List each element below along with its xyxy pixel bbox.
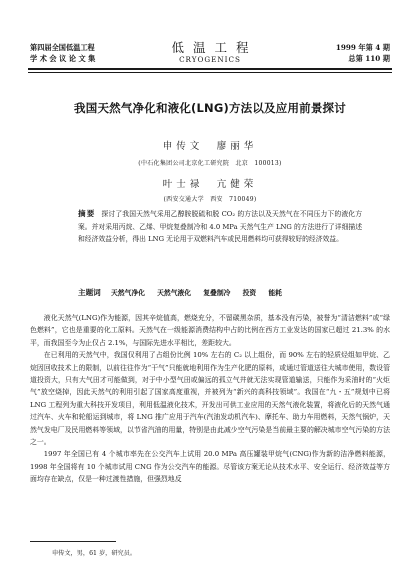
journal-header: [130, 40, 290, 65]
journal-title-en: CRYOGENICS: [179, 55, 241, 64]
authors-primary: 申传文 廖丽华: [162, 141, 258, 152]
body-paragraph: 在已利用的天然气中，我国仅利用了占组份比例 10% 左右的 C₂ 以上组份，而 90% 左右的轻质烃组如甲烷、乙烷因回收技术上的限制，以前往往作为“干气”只能就地利用作为生产化肥的原料，或通过管道送往大城市使用，数设管道投资大，只有大气田才可能做到，对于中小型气田或偏远的孤立气井就无法实现管道输送，只能作为采油时的“火炬气”放空烧掉，因此天然气的利用引起了国家高度重视，并被列为“新兴的高科技领域”。我国在“九・五”规划中已将 LNG 工程列为重大科技开发项目，利用低温液化技术，开发出可供工业应用的天然气液化装置，将液化后的天然气通过汽车、火车和轮船运到城市，将 LNG 推广应用于汽车(汽油发动机汽车)、摩托车、助力车用燃料，天然气锅炉，天然气发电厂及民用燃料等领域，以节省汽油的用量，特别是由此减少空气污染是当前最主要的解决城市空气污染的方法之一。: [30, 351, 390, 447]
abstract-text: 探讨了我国天然气采用乙醇胺脱硫和脱 CO₂ 的方法以及天然气在不同压力下的液化方案。并对采用丙烷、乙烯、甲烷复叠制冷和 4.0 MPa 天然气生产 LNG 的方法进行了详细描述和经济效益分析，得出 LNG 无论用于双燃料汽车或民用燃料均可获得较好的经济效益。: [78, 210, 363, 243]
authors-secondary: 叶士禄 亢健荣: [162, 179, 258, 190]
journal-title-cn: 低温工程: [171, 40, 258, 55]
body-paragraph: 液化天然气(LNG)作为能源，因其辛烷值高，燃烧充分，不留碳黑杂质，基本没有污染，被誉为“清洁燃料”或“绿色燃料”，它也是重要的化工原料。天然气在一级能源消费结构中占的比例在西方工业发达的国家已超过 21.3% 的水平，而我国至今为止仅占 2.1%，与国际先进水平相比，差距较大。: [30, 314, 390, 347]
keyword: 天然气液化: [157, 289, 192, 297]
issue-number: 1999 年第 4 期: [335, 43, 390, 52]
abstract: [78, 208, 362, 246]
keywords: [78, 287, 362, 299]
affiliation-primary: (中石化集团公司北京化工研究院 北京 100013): [138, 160, 282, 167]
issue-header: [336, 42, 390, 64]
conference-header: [30, 42, 95, 64]
keyword: 能耗: [268, 289, 282, 297]
body-text: [30, 312, 390, 486]
author-footnote: 申传文，男，61 岁，研究员。: [52, 550, 137, 557]
header-rule-thin: [28, 72, 392, 73]
body-paragraph: 1997 年全国已有 4 个城市率先在公交汽车上试用 20.0 MPa 高压罐装甲烷气(CNG)作为新的洁净燃料能源，1998 年全国将有 10 个城市试用 CNG 作为公交汽车的能源。尽管该方案无论从技术水平、安全运行、经济效益等方面均存在缺点，仅是一种过渡性措施，但强烈地反: [30, 450, 390, 484]
affiliation-secondary: (西安交通大学 西安 710049): [163, 196, 257, 203]
proceedings-label: 学 术 会 议 论 文 集: [30, 54, 96, 63]
abstract-label: 摘要: [78, 209, 96, 218]
footnote-rule: [30, 541, 116, 542]
conference-name: 第四届全国低温工程: [30, 43, 95, 52]
keyword: 投资: [242, 289, 257, 297]
header-rule-thick: [28, 68, 392, 70]
keyword: 天然气净化: [110, 289, 145, 297]
keyword: 复叠制冷: [203, 289, 231, 297]
total-issue-number: 总第 110 期: [348, 54, 390, 63]
paper-title: 我国天然气净化和液化(LNG)方法以及应用前景探讨: [74, 101, 346, 115]
keywords-label: 主题词: [78, 288, 101, 297]
